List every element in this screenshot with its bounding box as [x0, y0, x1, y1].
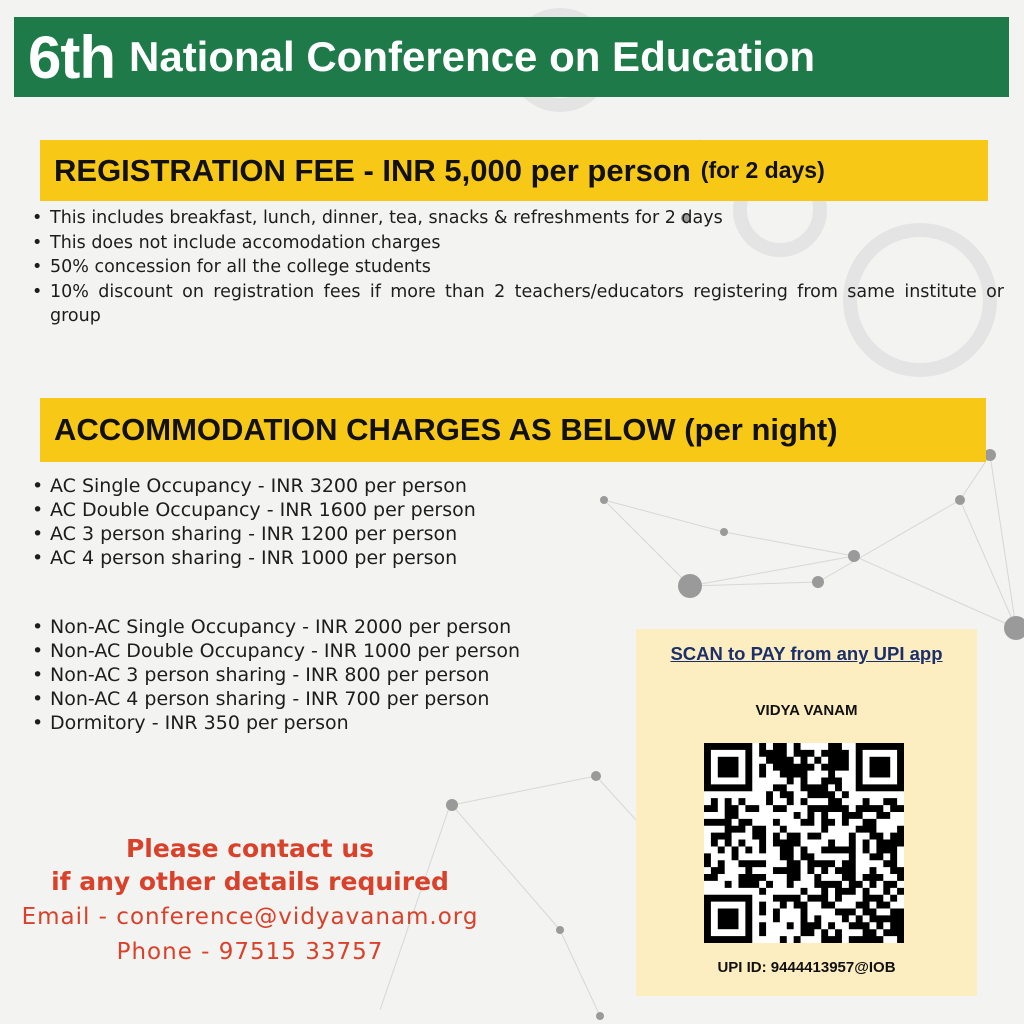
list-item: • Non-AC 3 person sharing - INR 800 per person: [32, 663, 632, 687]
list-item: • Non-AC 4 person sharing - INR 700 per person: [32, 687, 632, 711]
list-item: • AC 4 person sharing - INR 1000 per person: [32, 546, 592, 570]
registration-fee-heading: [40, 140, 988, 201]
registration-details-list: [32, 206, 1004, 329]
accommodation-heading-label: ACCOMMODATION CHARGES AS BELOW (per night): [54, 412, 838, 447]
list-item: • Non-AC Double Occupancy - INR 1000 per person: [32, 639, 632, 663]
contact-heading-line1: Please contact us: [125, 834, 375, 863]
registration-fee-label: REGISTRATION FEE - INR 5,000 per person: [54, 152, 691, 188]
list-item: • This includes breakfast, lunch, dinner, tea, snacks & refreshments for 2 days: [32, 206, 1004, 231]
list-item: • AC Double Occupancy - INR 1600 per person: [32, 498, 592, 522]
upi-id: UPI ID: 9444413957@IOB: [717, 959, 896, 976]
accommodation-heading: [40, 398, 986, 462]
list-item: • AC Single Occupancy - INR 3200 per person: [32, 474, 592, 498]
list-item: • 50% concession for all the college students: [32, 255, 1004, 280]
registration-fee-note: (for 2 days): [700, 157, 825, 183]
contact-email[interactable]: Email - conference@vidyavanam.org: [21, 904, 479, 930]
list-item: • Non-AC Single Occupancy - INR 2000 per person: [32, 615, 632, 639]
title-banner: [14, 17, 1009, 97]
list-item: • AC 3 person sharing - INR 1200 per person: [32, 522, 592, 546]
upi-payment-card: [636, 629, 977, 996]
edition-number: 6th: [28, 23, 115, 91]
contact-phone[interactable]: Phone - 97515 33757: [116, 939, 384, 965]
list-item: • 10% discount on registration fees if more than 2 teachers/educators registering from same institute or group: [32, 280, 1004, 329]
scan-to-pay-title: SCAN to PAY from any UPI app: [670, 643, 943, 664]
payee-name: VIDYA VANAM: [755, 702, 858, 719]
non-ac-accommodation-list: [32, 615, 632, 735]
ac-accommodation-list: [32, 474, 592, 570]
contact-section: [10, 832, 490, 970]
list-item: • This does not include accomodation charges: [32, 231, 1004, 256]
upi-qr-code[interactable]: [704, 743, 904, 943]
list-item: • Dormitory - INR 350 per person: [32, 711, 632, 735]
contact-heading-line2: if any other details required: [51, 867, 449, 896]
conference-title: National Conference on Education: [129, 33, 816, 80]
